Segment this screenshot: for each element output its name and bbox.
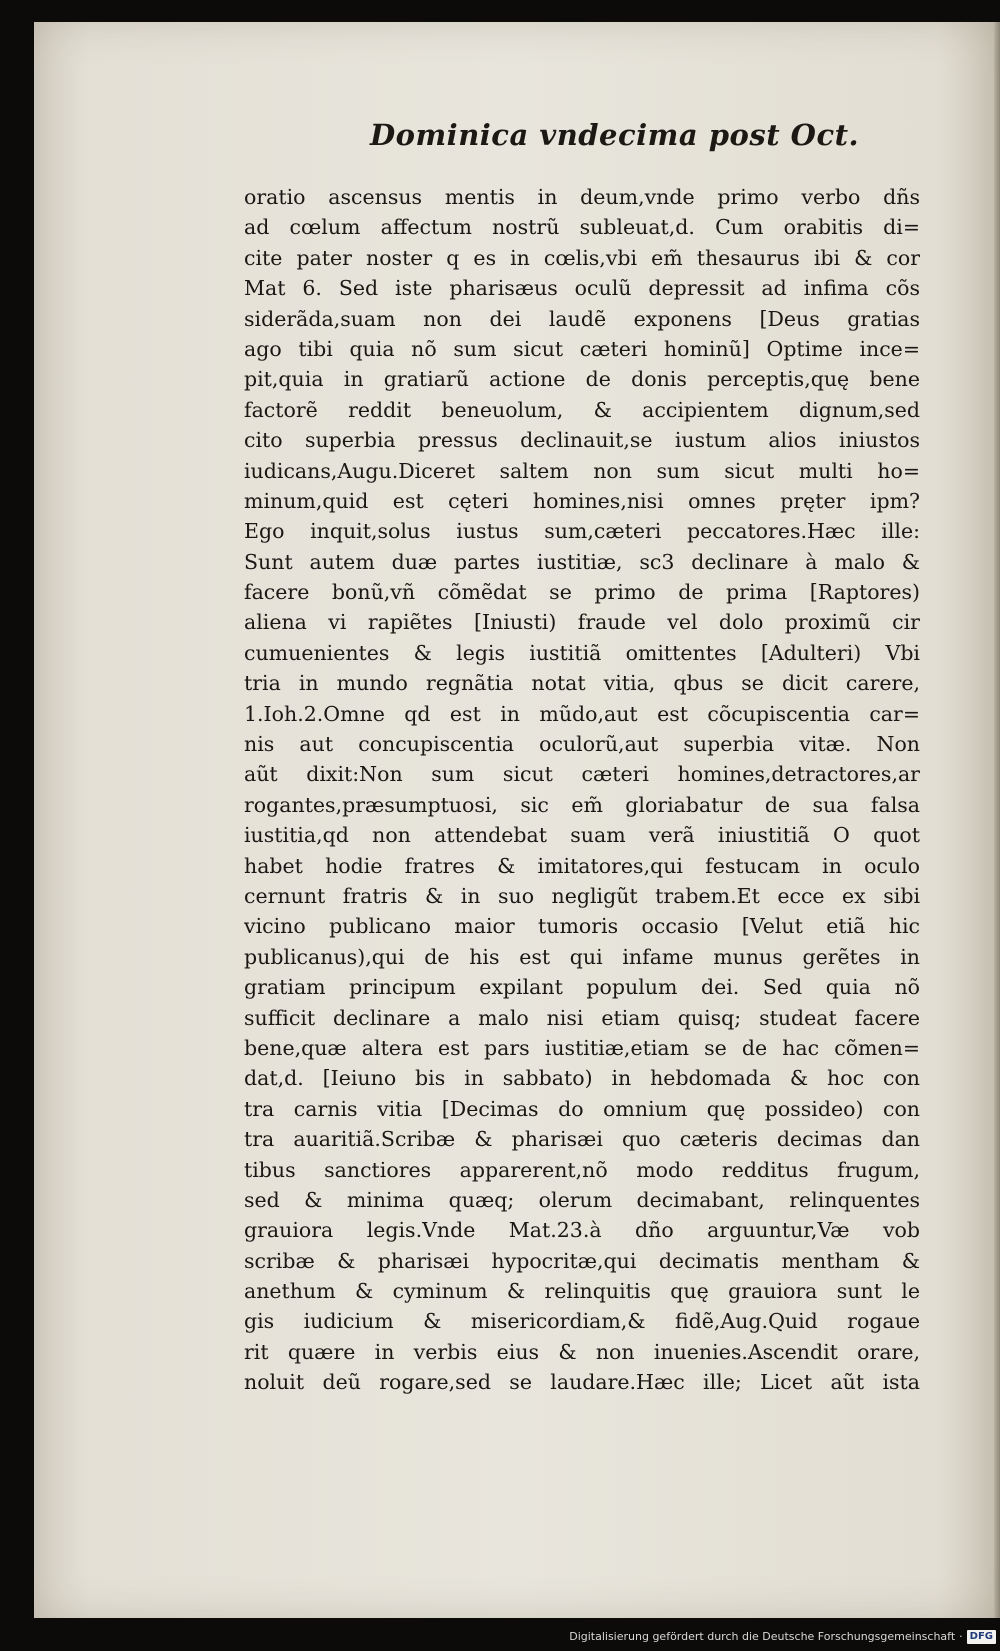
dfg-logo: DFG	[967, 1630, 996, 1644]
text-line: cite pater noster q es in cœlis,vbi em̃ thesaurus ibi & cor	[244, 245, 920, 270]
text-line: aliena vi rapiẽtes [Iniusti) fraude vel dolo proximũ cir	[244, 610, 920, 635]
text-line: cernunt fratris & in suo negligũt trabem.Et ecce ex sibi	[244, 883, 920, 908]
credit-text: Digitalisierung gefördert durch die Deutsche Forschungsgemeinschaft	[569, 1630, 956, 1643]
text-line: bene,quæ altera est pars iustitiæ,etiam se de hac cõmen=	[244, 1035, 920, 1060]
text-line: dat,d. [Ieiuno bis in sabbato) in hebdomada & hoc con	[244, 1066, 920, 1091]
text-line: sed & minima quæq; olerum decimabant, relinquentes	[244, 1187, 920, 1212]
text-line: oratio ascensus mentis in deum,vnde primo verbo dñs	[244, 185, 920, 209]
text-line: siderãda,suam non dei laudẽ exponens [Deus gratias	[244, 306, 920, 331]
text-line: facere bonũ,vñ cõmẽdat se primo de prima [Raptores)	[244, 580, 920, 605]
text-line: anethum & cyminum & relinquitis quę grauiora sunt le	[244, 1279, 920, 1304]
text-line: Mat 6. Sed iste pharisæus oculũ depressit ad infima cõs	[244, 276, 920, 301]
text-line: iudicans,Augu.Diceret saltem non sum sicut multi ho=	[244, 458, 920, 483]
digitization-credit: Digitalisierung gefördert durch die Deutsche Forschungsgemeinschaft · DFG	[569, 1625, 996, 1649]
text-line: noluit deũ rogare,sed se laudare.Hæc ille; Licet aũt ista	[244, 1370, 920, 1395]
body-text	[244, 182, 920, 1398]
text-line: tibus sanctiores apparerent,nõ modo redditus frugum,	[244, 1157, 920, 1182]
text-line: tra carnis vitia [Decimas do omnium quę possideo) con	[244, 1096, 920, 1121]
text-line: gis iudicium & misericordiam,& fidẽ,Aug.Quid rogaue	[244, 1309, 920, 1334]
text-line: tra auaritiã.Scribæ & pharisæi quo cæteris decimas dan	[244, 1127, 920, 1152]
text-line: ago tibi quia nõ sum sicut cæteri hominũ] Optime ince=	[244, 336, 920, 361]
text-line: sufficit declinare a malo nisi etiam quisq; studeat facere	[244, 1005, 920, 1030]
text-line: aũt dixit:Non sum sicut cæteri homines,detractores,ar	[244, 762, 920, 787]
text-line: grauiora legis.Vnde Mat.23.à dño arguuntur,Væ vob	[244, 1218, 920, 1243]
text-line: habet hodie fratres & imitatores,qui festucam in oculo	[244, 853, 920, 878]
text-line: factorẽ reddit beneuolum, & accipientem dignum,sed	[244, 397, 920, 422]
text-line: rogantes,præsumptuosi, sic em̃ gloriabatur de sua falsa	[244, 792, 920, 817]
text-line: 1.Ioh.2.Omne qd est in mũdo,aut est cõcupiscentia car=	[244, 701, 920, 726]
text-line: Sunt autem duæ partes iustitiæ, sc3 declinare à malo &	[244, 549, 920, 574]
text-line: tria in mundo regnãtia notat vitia, qbus se dicit carere,	[244, 671, 920, 696]
text-line: scribæ & pharisæi hypocritæ,qui decimatis mentham &	[244, 1248, 920, 1273]
text-line: iustitia,qd non attendebat suam verã iniustitiã O quot	[244, 823, 920, 848]
text-line: gratiam principum expilant populum dei. Sed quia nõ	[244, 975, 920, 1000]
text-line: vicino publicano maior tumoris occasio [Velut etiã hic	[244, 914, 920, 939]
running-head: Dominica vndecima post Oct.	[370, 118, 860, 152]
text-line: cito superbia pressus declinauit,se iustum alios iniustos	[244, 428, 920, 453]
text-line: ad cœlum affectum nostrũ subleuat,d. Cum orabitis di=	[244, 215, 920, 240]
text-line: nis aut concupiscentia oculorũ,aut superbia vitæ. Non	[244, 732, 920, 757]
text-line: minum,quid est cęteri homines,nisi omnes pręter ipm?	[244, 488, 920, 513]
text-line: publicanus),qui de his est qui infame munus gerẽtes in	[244, 944, 920, 969]
text-line: Ego inquit,solus iustus sum,cæteri peccatores.Hæc ille:	[244, 519, 920, 544]
text-line: cumuenientes & legis iustitiã omittentes [Adulteri) Vbi	[244, 640, 920, 665]
page-edge	[994, 22, 1000, 1618]
text-line: rit quære in verbis eius & non inuenies.Ascendit orare,	[244, 1339, 920, 1364]
text-line: pit,quia in gratiarũ actione de donis perceptis,quę bene	[244, 367, 920, 392]
